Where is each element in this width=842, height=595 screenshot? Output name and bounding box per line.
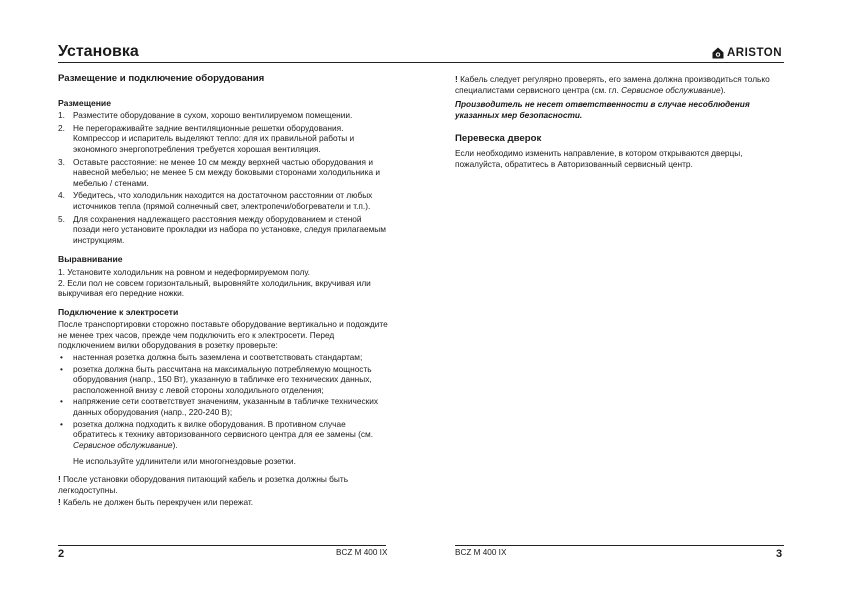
page-number-left: 2 (58, 548, 65, 560)
electric-intro: После транспортировки сторожно поставьте оборудование вертикально и подождите не менее трех часов, прежде чем подключить его к электросети. Перед подключением вилки оборудования в розетку проверьте: (58, 319, 388, 351)
door-text: Если необходимо изменить направление, в котором открываются дверцы, пожалуйста, обратитесь в Авторизованный сервисный центр. (455, 147, 743, 169)
electric-heading: Подключение к электросети (58, 306, 179, 317)
list-item: 3. Оставьте расстояние: не менее 10 см между верхней частью оборудования и навесной мебелью; не менее 5 см между боковыми сторонами холодильника и мебелью / стенами. (58, 156, 381, 188)
list-item: • настенная розетка должна быть заземлена и соответствовать стандартам; (60, 352, 363, 363)
leveling-heading: Выравнивание (58, 254, 123, 265)
page-title: Установка (58, 43, 139, 60)
page-number-right: 3 (776, 548, 783, 560)
list-item: 4. Убедитесь, что холодильник находится на достаточном расстоянии от любых источников тепла (прямой солнечный свет, электропечи/обогреватели и т.п.). (58, 190, 373, 211)
brand-name: ARISTON (727, 47, 783, 59)
cable-note: ! Кабель следует регулярно проверять, его замена должна производиться только специалистами сервисного центра (см. гл. Сервисное обслуживание). (455, 74, 770, 95)
leveling-line: 1. Установите холодильник на ровном и недеформируемом полу. (58, 266, 310, 277)
right-column (455, 74, 785, 169)
footer-rule-right (455, 545, 784, 546)
left-column (58, 74, 388, 508)
electric-checklist (58, 352, 388, 450)
model-label-left: BCZ M 400 IX (336, 548, 388, 557)
list-item: • розетка должна быть рассчитана на максимальную потребляемую мощность оборудования (напр., 150 Вт), указанную в табличке его технических данных, расположенной внизу с левой стороны холодильного отделения; (60, 363, 372, 395)
footer-rule-left (58, 545, 386, 546)
list-item: 2. Не перегораживайте задние вентиляционные решетки оборудования. Компрессор и испаритель выделяют тепло: для их правильной работы и экономного энергопотребления требуется хорошая вентиляция. (58, 122, 355, 154)
header-rule (58, 62, 784, 63)
ariston-house-icon (712, 47, 724, 59)
list-item: • напряжение сети соответствует значениям, указанным в табличке технических данных оборудования (напр., 220-240 В); (60, 396, 379, 418)
note: ! Кабель не должен быть перекручен или пережат. (58, 497, 254, 508)
placement-heading: Размещение (58, 97, 111, 108)
list-item: • розетка должна подходить к вилке оборудования. В противном случае обратитесь к технику авторизованного сервисного центра для ее замены (см. Сервисное обслуживание). (60, 418, 374, 450)
list-item: 5. Для сохранения надлежащего расстояния между оборудованием и стеной позади него установите прокладки из набора по установке, следуя прилагаемым инструкциям. (58, 213, 386, 245)
brand-logo (712, 47, 782, 59)
list-item: 1. Разместите оборудование в сухом, хорошо вентилируемом помещении. (58, 110, 353, 121)
liability-warning: Производитель не несет ответственности в случае несоблюдения указанных мер безопасности. (455, 99, 750, 120)
door-heading: Перевеска дверок (455, 133, 542, 145)
placement-list (58, 110, 388, 245)
leveling-line: 2. Если пол не совсем горизонтальный, выровняйте холодильник, вкручивая или выкручивая его передние ножки. (58, 277, 371, 299)
section-title: Размещение и подключение оборудования (58, 73, 265, 84)
extension-warning: Не используйте удлинители или многогнездовые розетки. (73, 456, 296, 467)
model-label-right: BCZ M 400 IX (455, 548, 507, 557)
note: ! После установки оборудования питающий кабель и розетка должны быть легкодоступны. (58, 474, 349, 495)
